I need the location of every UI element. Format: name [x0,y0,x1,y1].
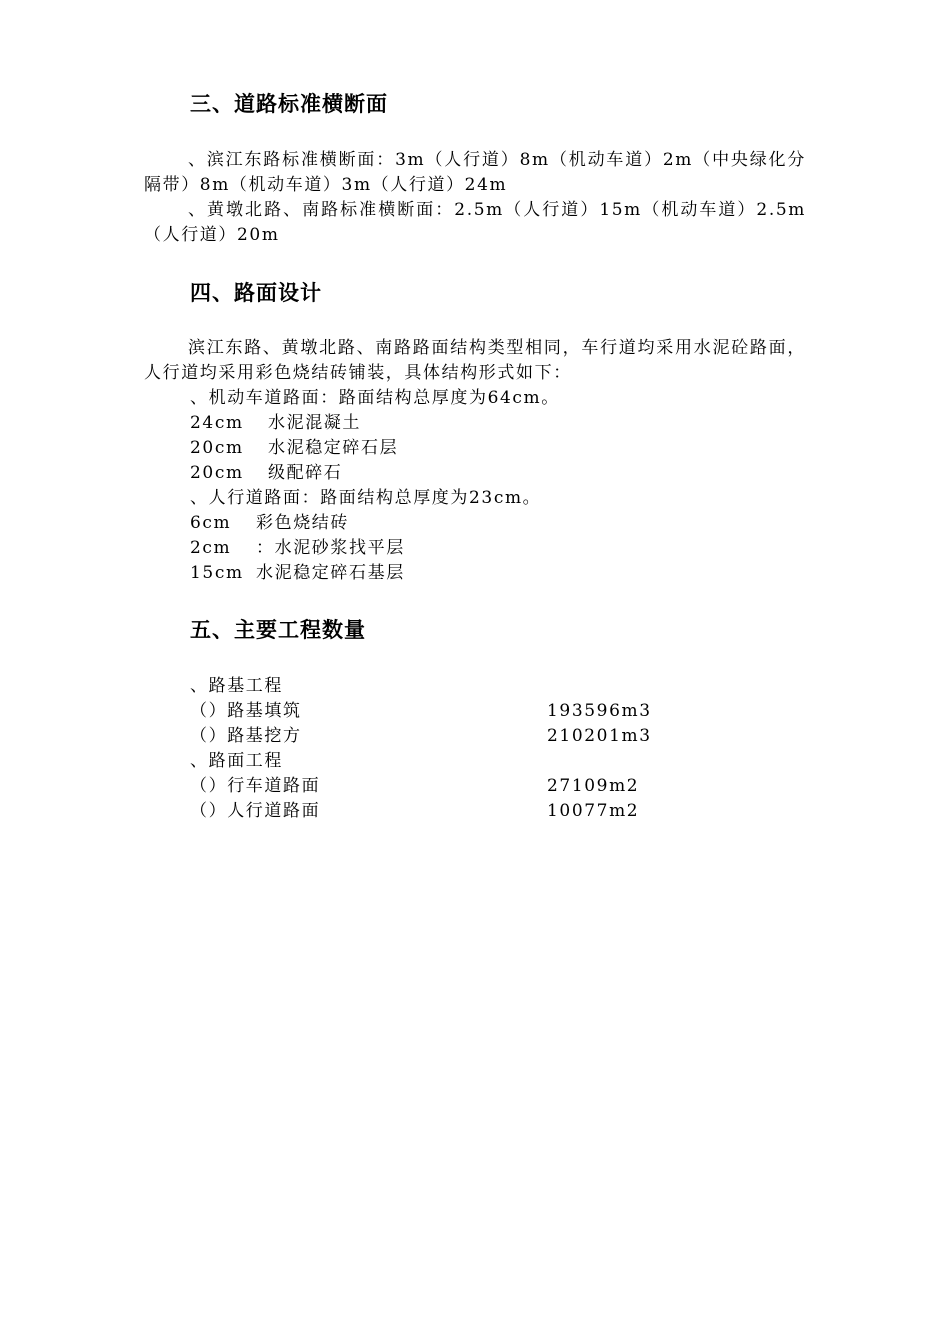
section-4-intro: 滨江东路、黄墩北路、南路路面结构类型相同，车行道均采用水泥砼路面，人行道均采用彩色烧结砖铺装，具体结构形式如下： [144,338,806,383]
quantity-value: 10077m2 [547,801,640,821]
sidewalk-title: 、人行道路面：路面结构总厚度为23cm。 [190,488,542,508]
quantity-value: 210201m3 [547,726,652,746]
quantity-label: （）行车道路面 [190,776,321,796]
sidewalk-layer-row [190,536,405,561]
section-3-paragraph-1: 、滨江东路标准横断面：3m（人行道）8m（机动车道）2m（中央绿化分隔带）8m（机动车道）3m（人行道）24m [144,150,806,195]
motor-layer-row [190,461,342,486]
layer-thickness: 20cm [190,463,244,483]
motor-layer-row [190,436,398,461]
quantity-value: 27109m2 [547,776,640,796]
quantity-group-title: 、路基工程 [190,676,283,696]
sidewalk-layer-row [190,561,405,586]
layer-material: 水泥混凝土 [268,413,361,433]
layer-thickness: 20cm [190,438,244,458]
layer-thickness: 6cm [190,513,232,533]
section-5-heading: 五、主要工程数量 [190,618,366,642]
quantity-row [190,774,650,799]
quantity-label: （）人行道路面 [190,801,321,821]
quantity-value: 193596m3 [547,701,652,721]
section-4-heading: 四、路面设计 [190,281,322,305]
sidewalk-layer-row [190,511,349,536]
quantity-label: （）路基挖方 [190,726,302,746]
quantity-label: （）路基填筑 [190,701,302,721]
layer-material: 彩色烧结砖 [256,513,349,533]
layer-material: 级配碎石 [268,463,343,483]
quantity-group-title: 、路面工程 [190,751,283,771]
quantity-row [190,699,650,724]
layer-material: ：水泥砂浆找平层 [256,538,405,558]
layer-thickness: 24cm [190,413,244,433]
quantity-row [190,724,650,749]
layer-thickness: 2cm [190,538,232,558]
quantity-row [190,799,650,824]
layer-material: 水泥稳定碎石层 [268,438,399,458]
layer-material: 水泥稳定碎石基层 [256,563,405,583]
section-3-heading: 三、道路标准横断面 [190,92,388,116]
motor-layer-row [190,411,361,436]
motor-lane-title: 、机动车道路面：路面结构总厚度为64cm。 [190,388,560,408]
section-3-paragraph-2: 、黄墩北路、南路标准横断面：2.5m（人行道）15m（机动车道）2.5m（人行道）20m [144,200,806,245]
layer-thickness: 15cm [190,563,244,583]
